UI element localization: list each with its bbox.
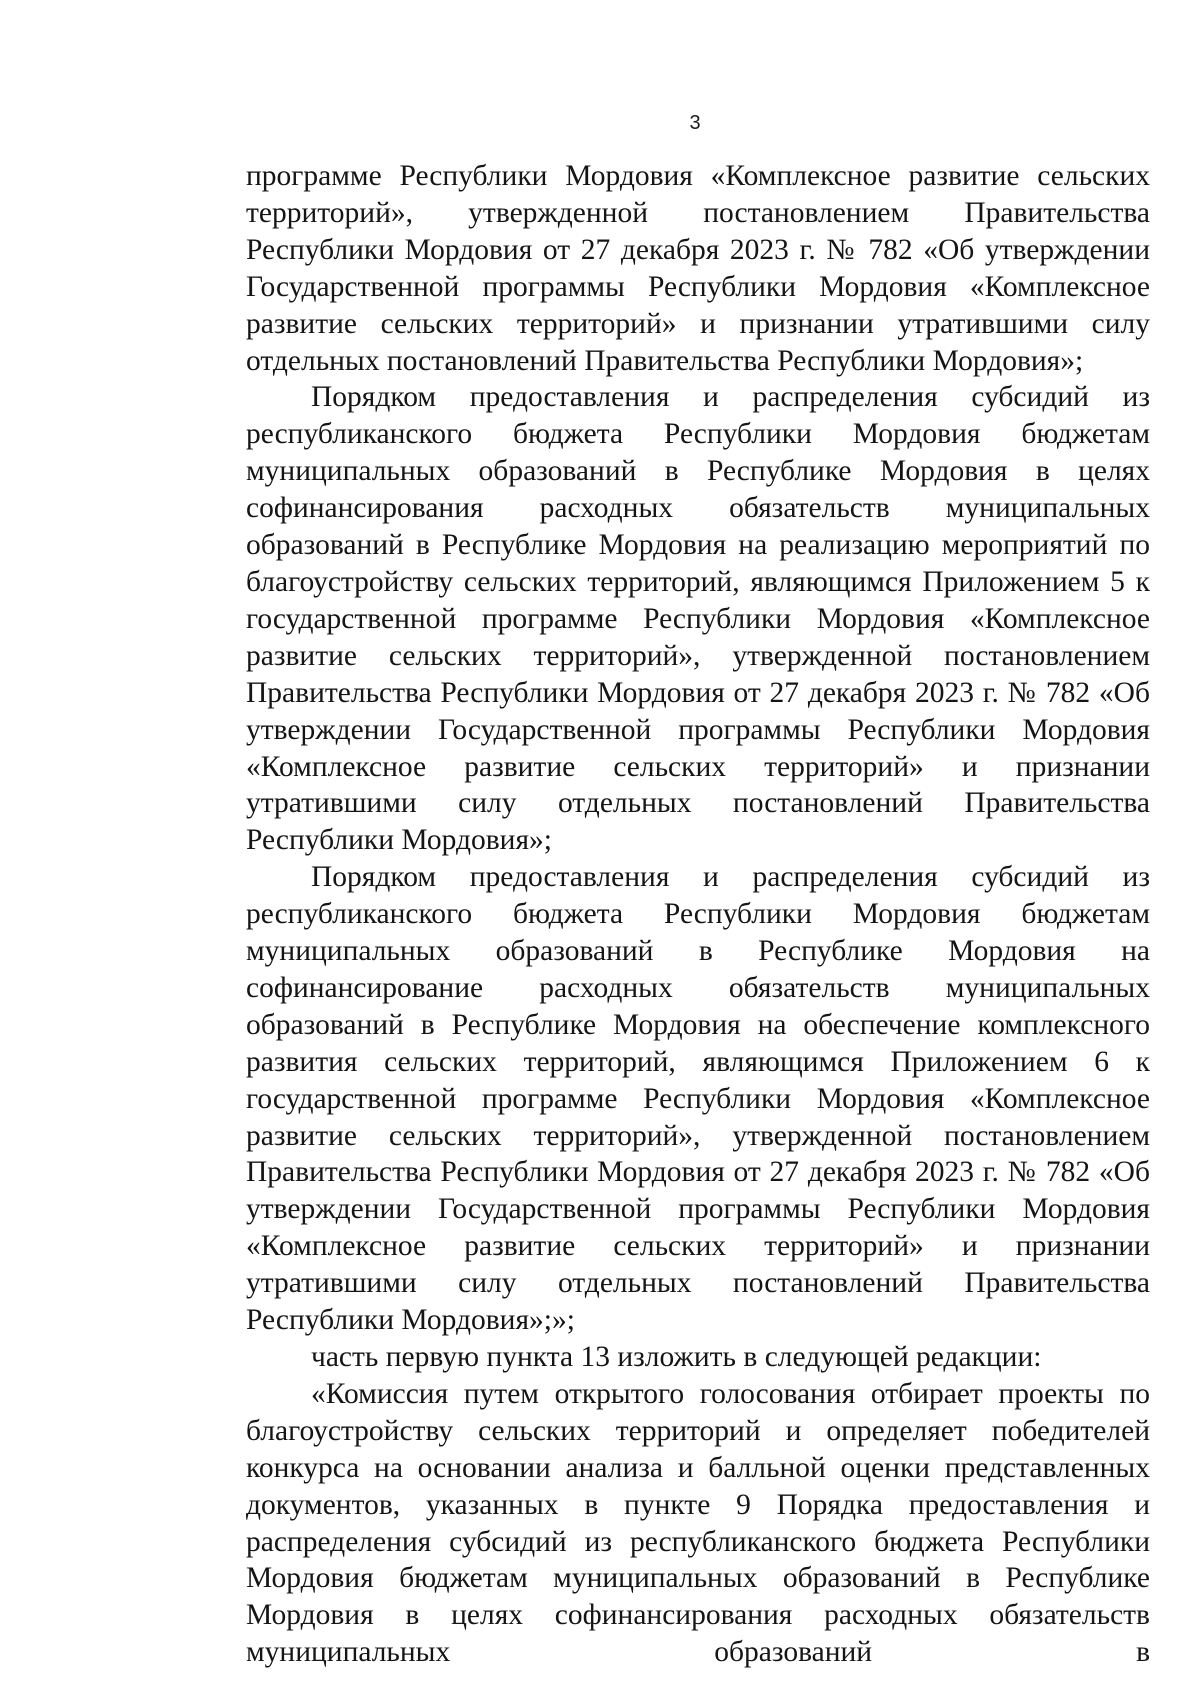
- document-body: [246, 158, 1150, 1671]
- paragraph-amendment-clause-13: часть первую пункта 13 изложить в следующей редакции:: [311, 1341, 1042, 1373]
- paragraph-order-appendix-5: Порядком предоставления и распределения субсидий из республиканского бюджета Республики Мордовия бюджетам муниципальных образований в Республике Мордовия в целях софинансирования расходных обязательств муниципальных образований в Республике Мордовия на реализацию мероприятий по благоустройству сельских территорий, являющимся Приложением 5 к государственной программе Республики Мордовия «Комплексное развитие сельских территорий», утвержденной постановлением Правительства Республики Мордовия от 27 декабря 2023 г. № 782 «Об утверждении Государственной программы Республики Мордовия «Комплексное развитие сельских территорий» и признании утратившими силу отдельных постановлений Правительства Республики Мордовия»;: [246, 381, 1150, 857]
- paragraph-order-appendix-6: Порядком предоставления и распределения субсидий из республиканского бюджета Республики Мордовия бюджетам муниципальных образований в Республике Мордовия на софинансирование расходных обязательств муниципальных образований в Республике Мордовия на обеспечение комплексного развития сельских территорий, являющимся Приложением 6 к государственной программе Республики Мордовия «Комплексное развитие сельских территорий», утвержденной постановлением Правительства Республики Мордовия от 27 декабря 2023 г. № 782 «Об утверждении Государственной программы Республики Мордовия «Комплексное развитие сельских территорий» и признании утратившими силу отдельных постановлений Правительства Республики Мордовия»;»;: [246, 861, 1150, 1337]
- paragraph-commission-text: «Комиссия путем открытого голосования отбирает проекты по благоустройству сельских территорий и определяет победителей конкурса на основании анализа и балльной оценки представленных документов, указанных в пункте 9 Порядка предоставления и распределения субсидий из республиканского бюджета Республики Мордовия бюджетам муниципальных образований в Республике Мордовия в целях софинансирования расходных обязательств муниципальных образований в: [246, 1377, 1150, 1669]
- paragraph-continuation: программе Республики Мордовия «Комплексное развитие сельских территорий», утвержденной постановлением Правительства Республики Мордовия от 27 декабря 2023 г. № 782 «Об утверждении Государственной программы Республики Мордовия «Комплексное развитие сельских территорий» и признании утратившими силу отдельных постановлений Правительства Республики Мордовия»;: [246, 160, 1150, 377]
- page-number: 3: [689, 112, 701, 134]
